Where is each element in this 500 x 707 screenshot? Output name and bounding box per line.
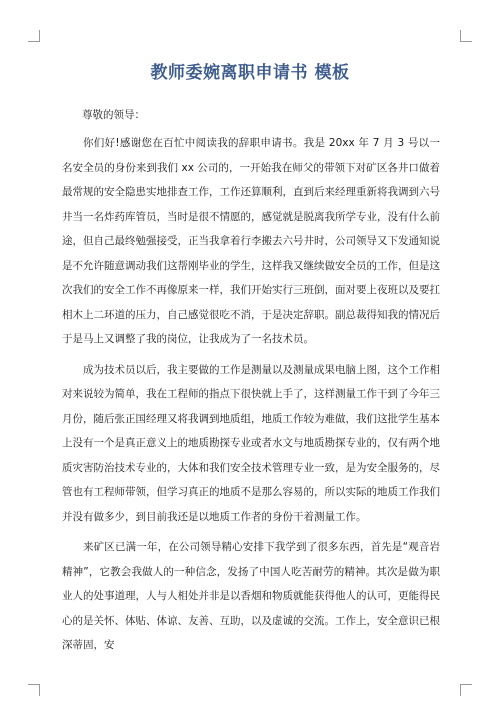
body-paragraph-3: 来矿区已满一年，在公司领导精心安排下我学到了很多东西，首先是“观音岩精神”，它教会我做人的一种信念，发扬了中国人吃苦耐劳的精神。其次是做为职业人的处事道理，人与人相处并非是以香烟和物质就能获得他人的认可，更能得民心的是关怀、体贴、体谅、友善、互助，以及虚诚的交流。工作上，安全意识已根深蒂固，安 (62, 541, 440, 651)
salutation: 尊敬的领导： (82, 109, 145, 121)
body-paragraph-2: 成为技术员以后，我主要做的工作是测量以及测量成果电脑上图，这个工作相对来说较为简单，我在工程师的指点下很快就上手了，这样测量工作干到了今年三月份，随后张正国经理又将我调到地质组，地质工作较为难做，我们这批学生基本上没有一个是真正意义上的地质勘探专业或者水文与地质勘探专业的，仅有两个地质灾害防治技术专业的，大体和我们安全技术管理专业一致，是为安全服务的，尽管也有工程师带领，但学习真正的地质不是那么容易的，所以实际的地质工作我们并没有做多少，到目前我还是以地质工作者的身份干着测量工作。 (62, 363, 440, 523)
crop-mark-top-right (460, 30, 472, 42)
crop-mark-bottom-right (460, 684, 472, 696)
crop-mark-bottom-left (28, 684, 40, 696)
body-paragraph-1: 你们好!感谢您在百忙中阅读我的辞职申请书。我是 20xx 年 7 月 3 号以一名安全员的身份来到我们 xx 公司的，一开始我在师父的带领下对矿区各井口做着最常规的安全隐患实地排查工作，工作还算顺利，直到后来经理重新将我调到六号井当一名炸药库管员，当时是很不情愿的，感觉就是脱离我所学专业，没有什么前途，但自己最终勉强接受，正当我拿着行李搬去六号井时，公司领导又下发通知说是不允许随意调动我们这帮刚毕业的学生，这样我又继续做安全员的工作，但是这次我们的安全工作不再像原来一样，我们开始实行三班倒，面对要上夜班以及要扛相木上二环道的压力，自己感觉很吃不消，于是决定辞职。副总裁得知我的情况后于是马上又调整了我的岗位，让我成为了一名技术员。 (62, 137, 440, 345)
document-title: 教师委婉离职申请书 模板 (150, 63, 350, 83)
document-body (62, 104, 440, 664)
crop-mark-top-left (28, 30, 40, 42)
